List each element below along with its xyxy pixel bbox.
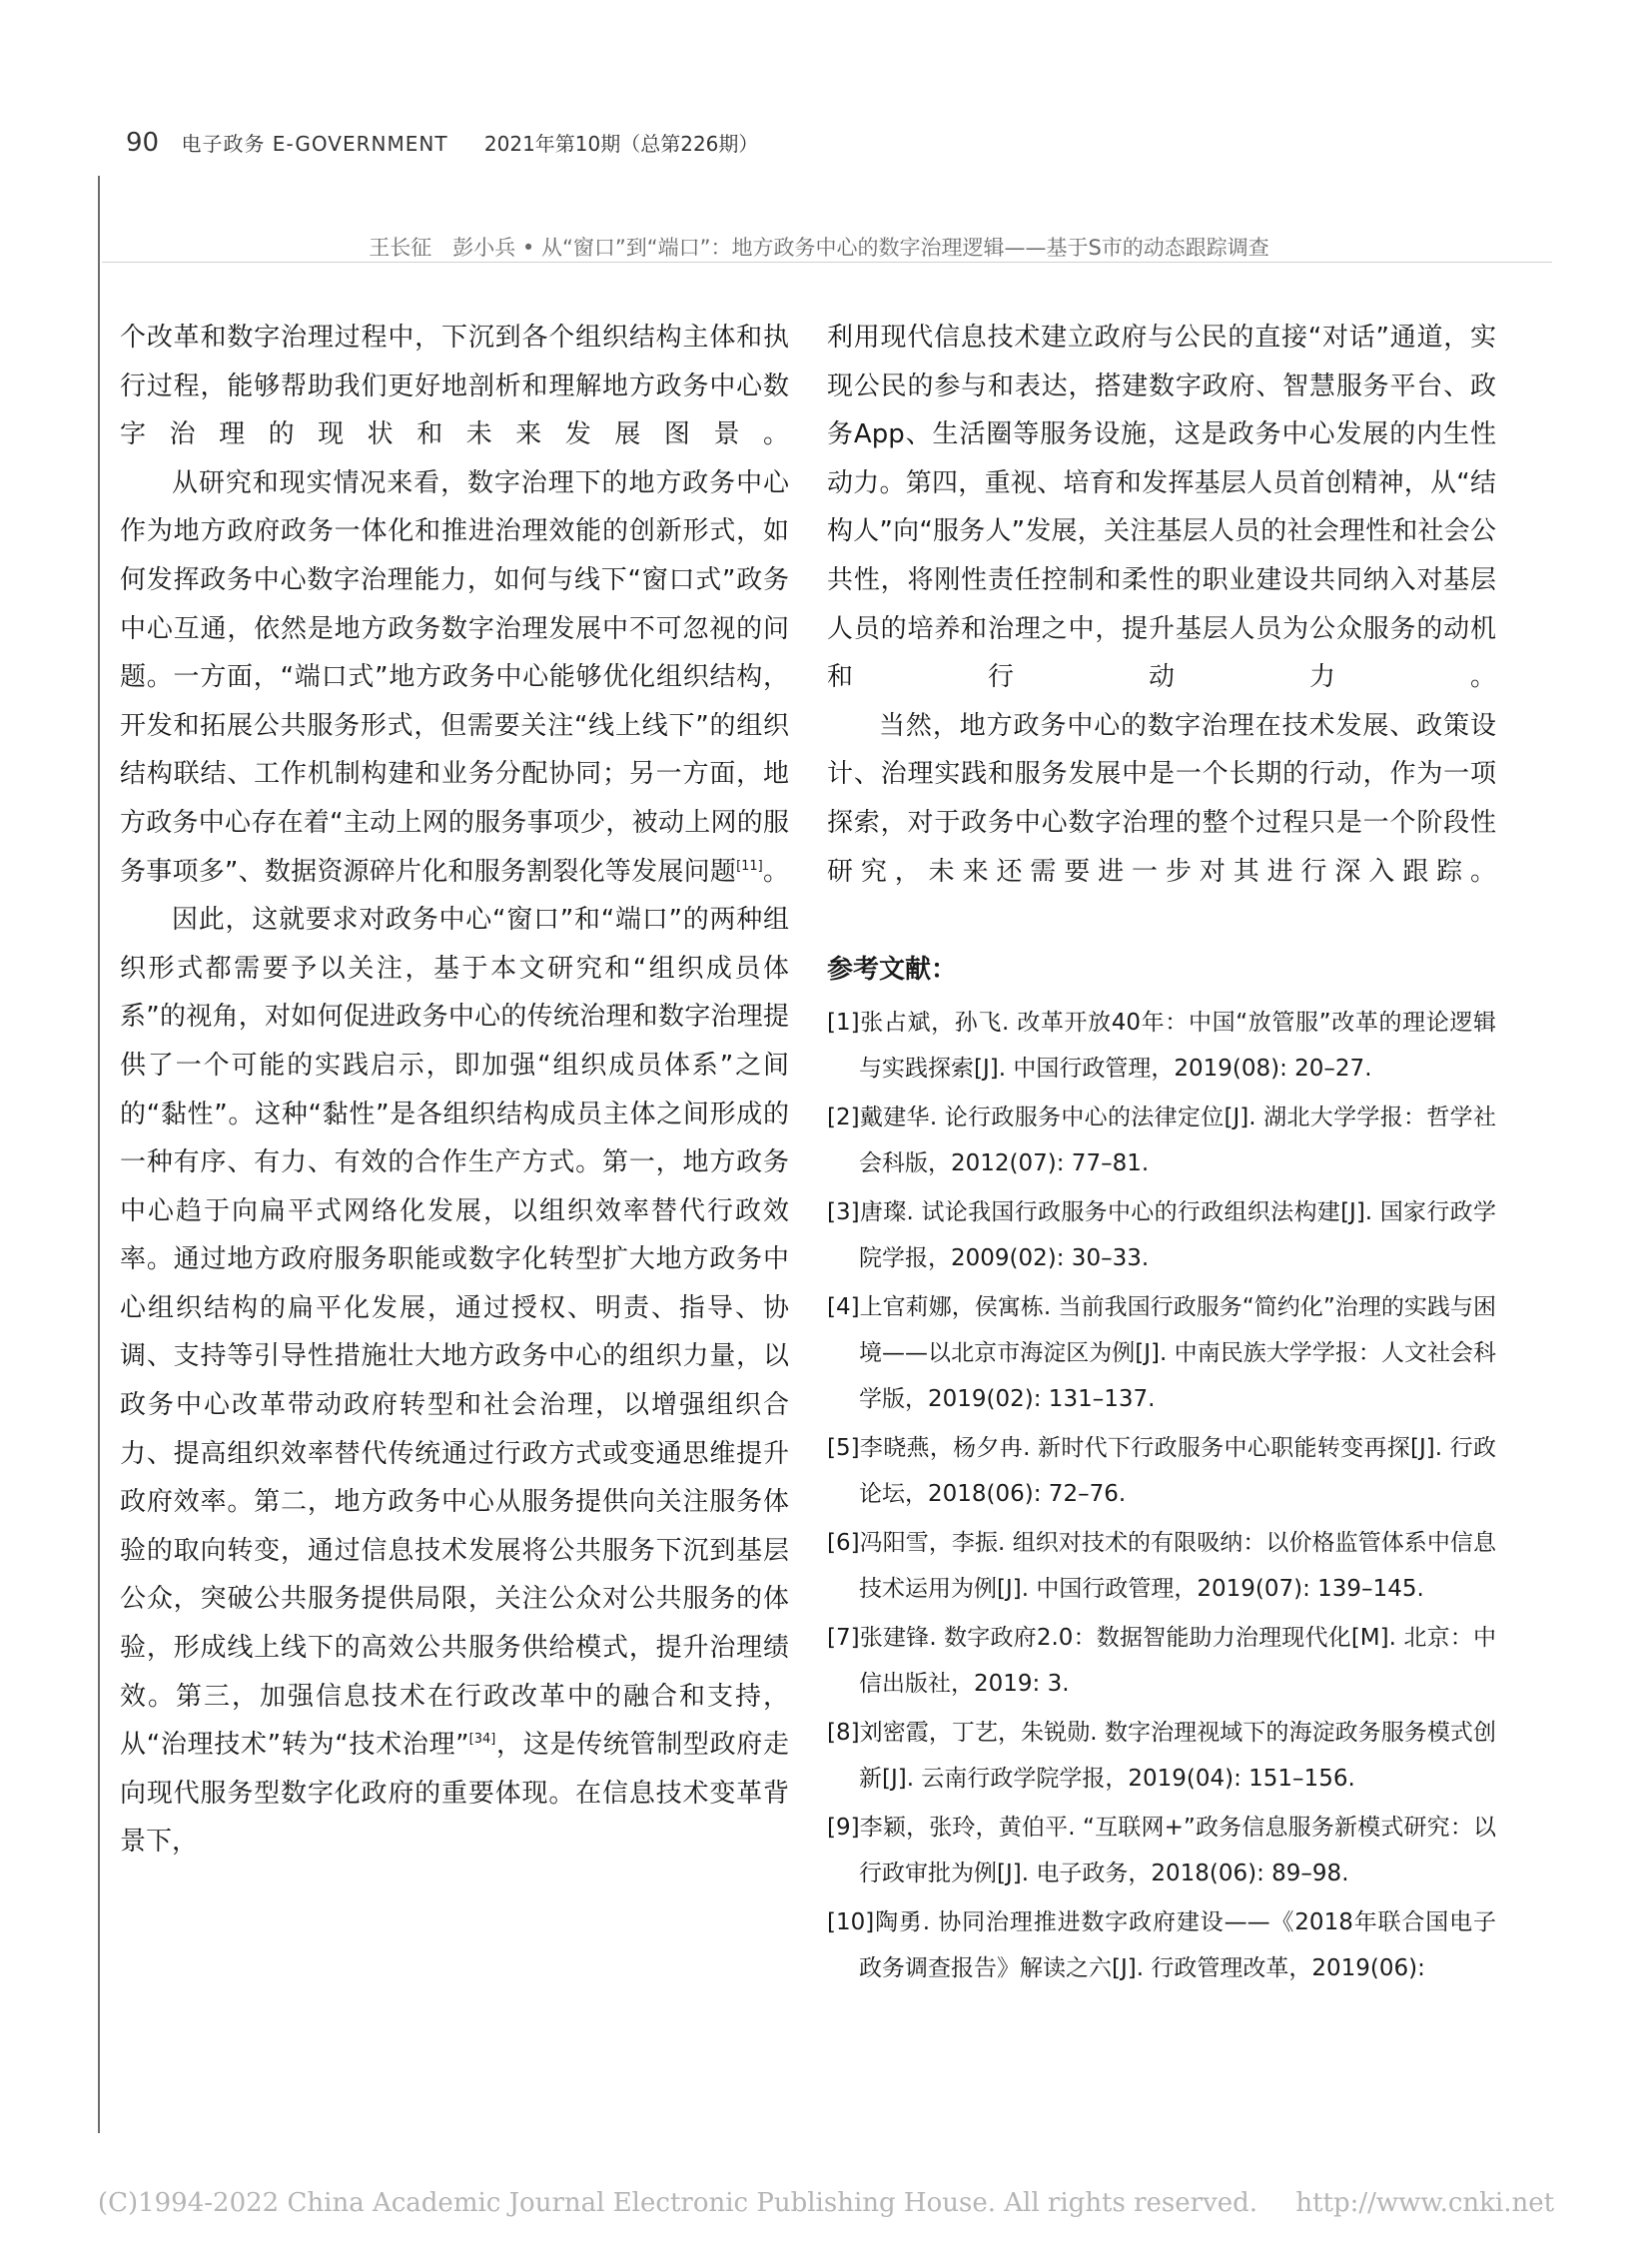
cnki-link[interactable]: http://www.cnki.net xyxy=(1295,2188,1555,2218)
reference-item: [5]李晓燕，杨夕冉. 新时代下行政服务中心职能转变再探[J]. 行政论坛，2018(06): 72–76. xyxy=(827,1435,1496,1508)
reference-item: [8]刘密霞，丁艺，朱锐勋. 数字治理视域下的海淀政务服务模式创新[J]. 云南行政学院学报，2019(04): 151–156. xyxy=(827,1720,1496,1793)
body-paragraph: 当然，地方政务中心的数字治理在技术发展、政策设计、治理实践和服务发展中是一个长期的行动，作为一项探索，对于政务中心数字治理的整个过程只是一个阶段性研究，未来还需要进一步对其进行深入跟踪。 xyxy=(827,710,1496,887)
reference-item: [1]张占斌，孙飞. 改革开放40年：中国“放管服”改革的理论逻辑与实践探索[J]. 中国行政管理，2019(08): 20–27. xyxy=(827,1010,1496,1083)
reference-item: [9]李颖，张玲，黄伯平. “互联网+”政务信息服务新模式研究：以行政审批为例[J]. 电子政务，2018(06): 89–98. xyxy=(827,1815,1496,1887)
body-paragraph: 因此，这就要求对政务中心“窗口”和“端口”的两种组织形式都需要予以关注，基于本文研究和“组织成员体系”的视角，对如何促进政务中心的传统治理和数字治理提供了一个可能的实践启示，即加强“组织成员体系”之间的“黏性”。这种“黏性”是各组织结构成员主体之间形成的一种有序、有力、有效的合作生产方式。第一，地方政务中心趋于向扁平式网络化发展，以组织效率替代行政效率。通过地方政府服务职能或数字化转型扩大地方政务中心组织结构的扁平化发展，通过授权、明责、指导、协调、支持等引导性措施壮大地方政务中心的组织力量，以政务中心改革带动政府转型和社会治理，以增强组织合力、提高组织效率替代传统通过行政方式或变通思维提升政府效率。第二，地方政务中心从服务提供向关注服务体验的取向转变，通过信息技术发展将公共服务下沉到基层公众，突破公共服务提供局限，关注公众对公共服务的体验，形成线上线下的高效公共服务供给模式，提升治理绩效。第三，加强信息技术在行政改革中的融合和支持，从“治理技术”转为“技术治理”[34]，这是传统管制型政府走向现代服务型数字化政府的重要体现。在信息技术变革背景下， xyxy=(120,905,789,1858)
reference-item: [2]戴建华. 论行政服务中心的法律定位[J]. 湖北大学学报：哲学社会科版，2012(07): 77–81. xyxy=(827,1105,1496,1177)
reference-item: [3]唐璨. 试论我国行政服务中心的行政组织法构建[J]. 国家行政学院学报，2009(02): 30–33. xyxy=(827,1199,1496,1272)
citation[interactable]: [34] xyxy=(468,1732,496,1748)
issue-info: 2021年第10期（总第226期） xyxy=(483,132,759,156)
body-paragraph: 从研究和现实情况来看，数字治理下的地方政务中心作为地方政府政务一体化和推进治理效能的创新形式，如何发挥政务中心数字治理能力，如何与线下“窗口式”政务中心互通，依然是地方政务数字治理发展中不可忽视的问题。一方面，“端口式”地方政务中心能够优化组织结构，开发和拓展公共服务形式，但需要关注“线上线下”的组织结构联结、工作机制构建和业务分配协同；另一方面，地方政务中心存在着“主动上网的服务事项少，被动上网的服务事项多”、数据资源碎片化和服务割裂化等发展问题[11]。 xyxy=(120,467,789,887)
page-header xyxy=(126,128,758,158)
reference-item: [4]上官莉娜，侯寓栋. 当前我国行政服务“简约化”治理的实践与困境——以北京市海淀区为例[J]. 中南民族大学学报：人文社会科学版，2019(02): 131–137. xyxy=(827,1294,1496,1413)
references-heading: 参考文献： xyxy=(827,955,958,986)
page-number: 90 xyxy=(126,128,160,158)
copyright-footer xyxy=(0,2188,1652,2218)
body-paragraph: 利用现代信息技术建立政府与公民的直接“对话”通道，实现公民的参与和表达，搭建数字政府、智慧服务平台、政务App、生活圈等服务设施，这是政务中心发展的内生性动力。第四，重视、培育和发挥基层人员首创精神，从“结构人”向“服务人”发展，关注基层人员的社会理性和社会公共性，将刚性责任控制和柔性的职业建设共同纳入对基层人员的培养和治理之中，提升基层人员为公众服务的动机和行动力。 xyxy=(827,323,1496,693)
margin-rule xyxy=(98,176,100,2133)
running-title: 王长征 彭小兵 • 从“窗口”到“端口”：地方政务中心的数字治理逻辑——基于S市的动态跟踪调查 xyxy=(369,236,1269,260)
reference-item: [6]冯阳雪，李振. 组织对技术的有限吸纳：以价格监管体系中信息技术运用为例[J]. 中国行政管理，2019(07): 139–145. xyxy=(827,1530,1496,1603)
left-column xyxy=(120,314,789,1867)
right-column xyxy=(827,314,1496,1994)
body-paragraph: 个改革和数字治理过程中，下沉到各个组织结构主体和执行过程，能够帮助我们更好地剖析和理解地方政务中心数字治理的现状和未来发展图景。 xyxy=(120,323,789,450)
reference-item: [7]张建锋. 数字政府2.0：数据智能助力治理现代化[M]. 北京：中信出版社，2019: 3. xyxy=(827,1625,1496,1698)
header-divider xyxy=(102,262,1552,263)
copyright-text: (C)1994-2022 China Academic Journal Electronic Publishing House. All rights reserved. xyxy=(97,2188,1258,2218)
journal-name: 电子政务 E-GOVERNMENT xyxy=(181,132,448,156)
reference-list xyxy=(827,1000,1496,1991)
citation[interactable]: [11] xyxy=(736,858,763,874)
reference-item: [10]陶勇. 协同治理推进数字政府建设——《2018年联合国电子政务调查报告》解读之六[J]. 行政管理改革，2019(06): xyxy=(827,1909,1496,1982)
